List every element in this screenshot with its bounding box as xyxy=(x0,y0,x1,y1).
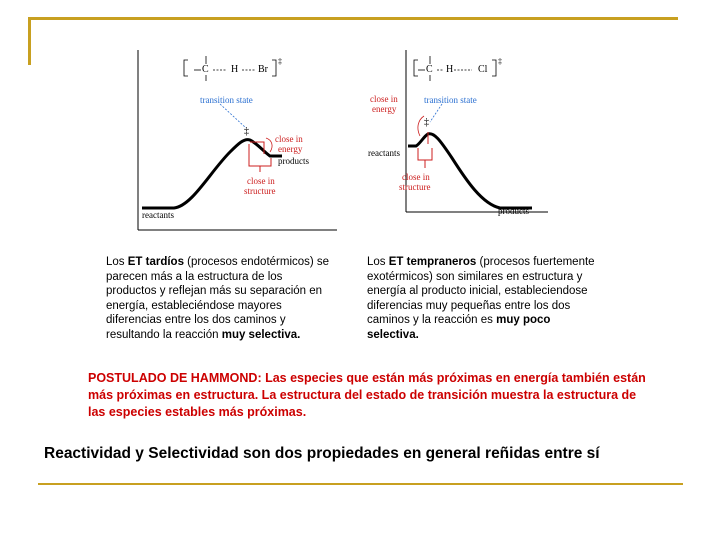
late-ts-close-energy-line1: close in xyxy=(275,134,303,144)
early-ts-caption-conclusion: muy poco selectiva. xyxy=(367,314,551,341)
late-ts-h-atom: H xyxy=(231,64,239,75)
early-ts-caption-pre: Los xyxy=(367,256,389,268)
early-ts-peak-dagger: ‡ xyxy=(424,117,429,128)
early-ts-diagram xyxy=(362,48,552,223)
late-ts-close-energy-line2: energy xyxy=(278,144,303,154)
late-ts-caption-body: (procesos endotérmicos) se parecen más a la estructura de los productos y reflejan más su separación en energía, estableciéndose mayores diferencias entre los dos caminos y resultando la reacción xyxy=(106,256,330,341)
early-ts-x-atom: Cl xyxy=(478,64,488,75)
late-ts-caption-term: ET tardíos xyxy=(127,256,184,268)
late-ts-close-structure-line1: close in xyxy=(247,176,275,186)
early-ts-caption-body: (procesos fuertemente exotérmicos) son similares en estructura y energía al producto inicial, estableciendose diferencias muy pequeñas entre los dos caminos y la reacción es xyxy=(367,256,595,326)
late-ts-x-atom: Br xyxy=(258,64,268,75)
conclusion-statement: Reactividad y Selectividad son dos propiedades en general reñidas entre sí xyxy=(44,445,600,462)
late-ts-reactants-label: reactants xyxy=(142,210,174,220)
bottom-frame-line xyxy=(38,483,683,485)
late-ts-products-label: products xyxy=(278,156,309,166)
early-ts-close-structure-line2: structure xyxy=(399,182,431,192)
late-ts-caption xyxy=(106,255,336,342)
late-ts-peak-dagger: ‡ xyxy=(244,126,249,137)
late-ts-c-atom: C xyxy=(202,64,209,75)
late-ts-bracket-dagger: ‡ xyxy=(278,57,282,66)
early-ts-close-structure-line1: close in xyxy=(402,172,430,182)
late-ts-close-structure-line2: structure xyxy=(244,186,276,196)
early-ts-c-atom: C xyxy=(426,64,433,75)
early-ts-close-energy-line2: energy xyxy=(372,104,397,114)
left-frame-line xyxy=(28,17,31,65)
late-ts-transition-state-label: transition state xyxy=(200,95,253,105)
late-ts-caption-conclusion: muy selectiva. xyxy=(221,328,301,341)
early-ts-h-atom: H xyxy=(446,64,454,75)
hammond-postulate: POSTULADO DE HAMMOND: Las especies que están más próximas en energía también están más próximas en estructura. La estructura del estado de transición muestra la estructura de las especies estables más próximas. xyxy=(88,371,646,419)
early-ts-products-label: products xyxy=(498,206,529,216)
early-ts-energy-plot xyxy=(362,48,552,223)
early-ts-close-energy-line1: close in xyxy=(370,94,398,104)
late-ts-caption-pre: Los xyxy=(106,256,128,268)
early-ts-caption xyxy=(367,255,603,342)
late-ts-diagram xyxy=(132,48,342,228)
late-ts-energy-plot xyxy=(132,48,342,228)
early-ts-caption-term: ET tempraneros xyxy=(388,256,477,268)
early-ts-transition-state-label: transition state xyxy=(424,95,477,105)
early-ts-reactants-label: reactants xyxy=(368,148,400,158)
early-ts-bracket-dagger: ‡ xyxy=(498,57,502,66)
top-frame-line xyxy=(28,17,678,20)
